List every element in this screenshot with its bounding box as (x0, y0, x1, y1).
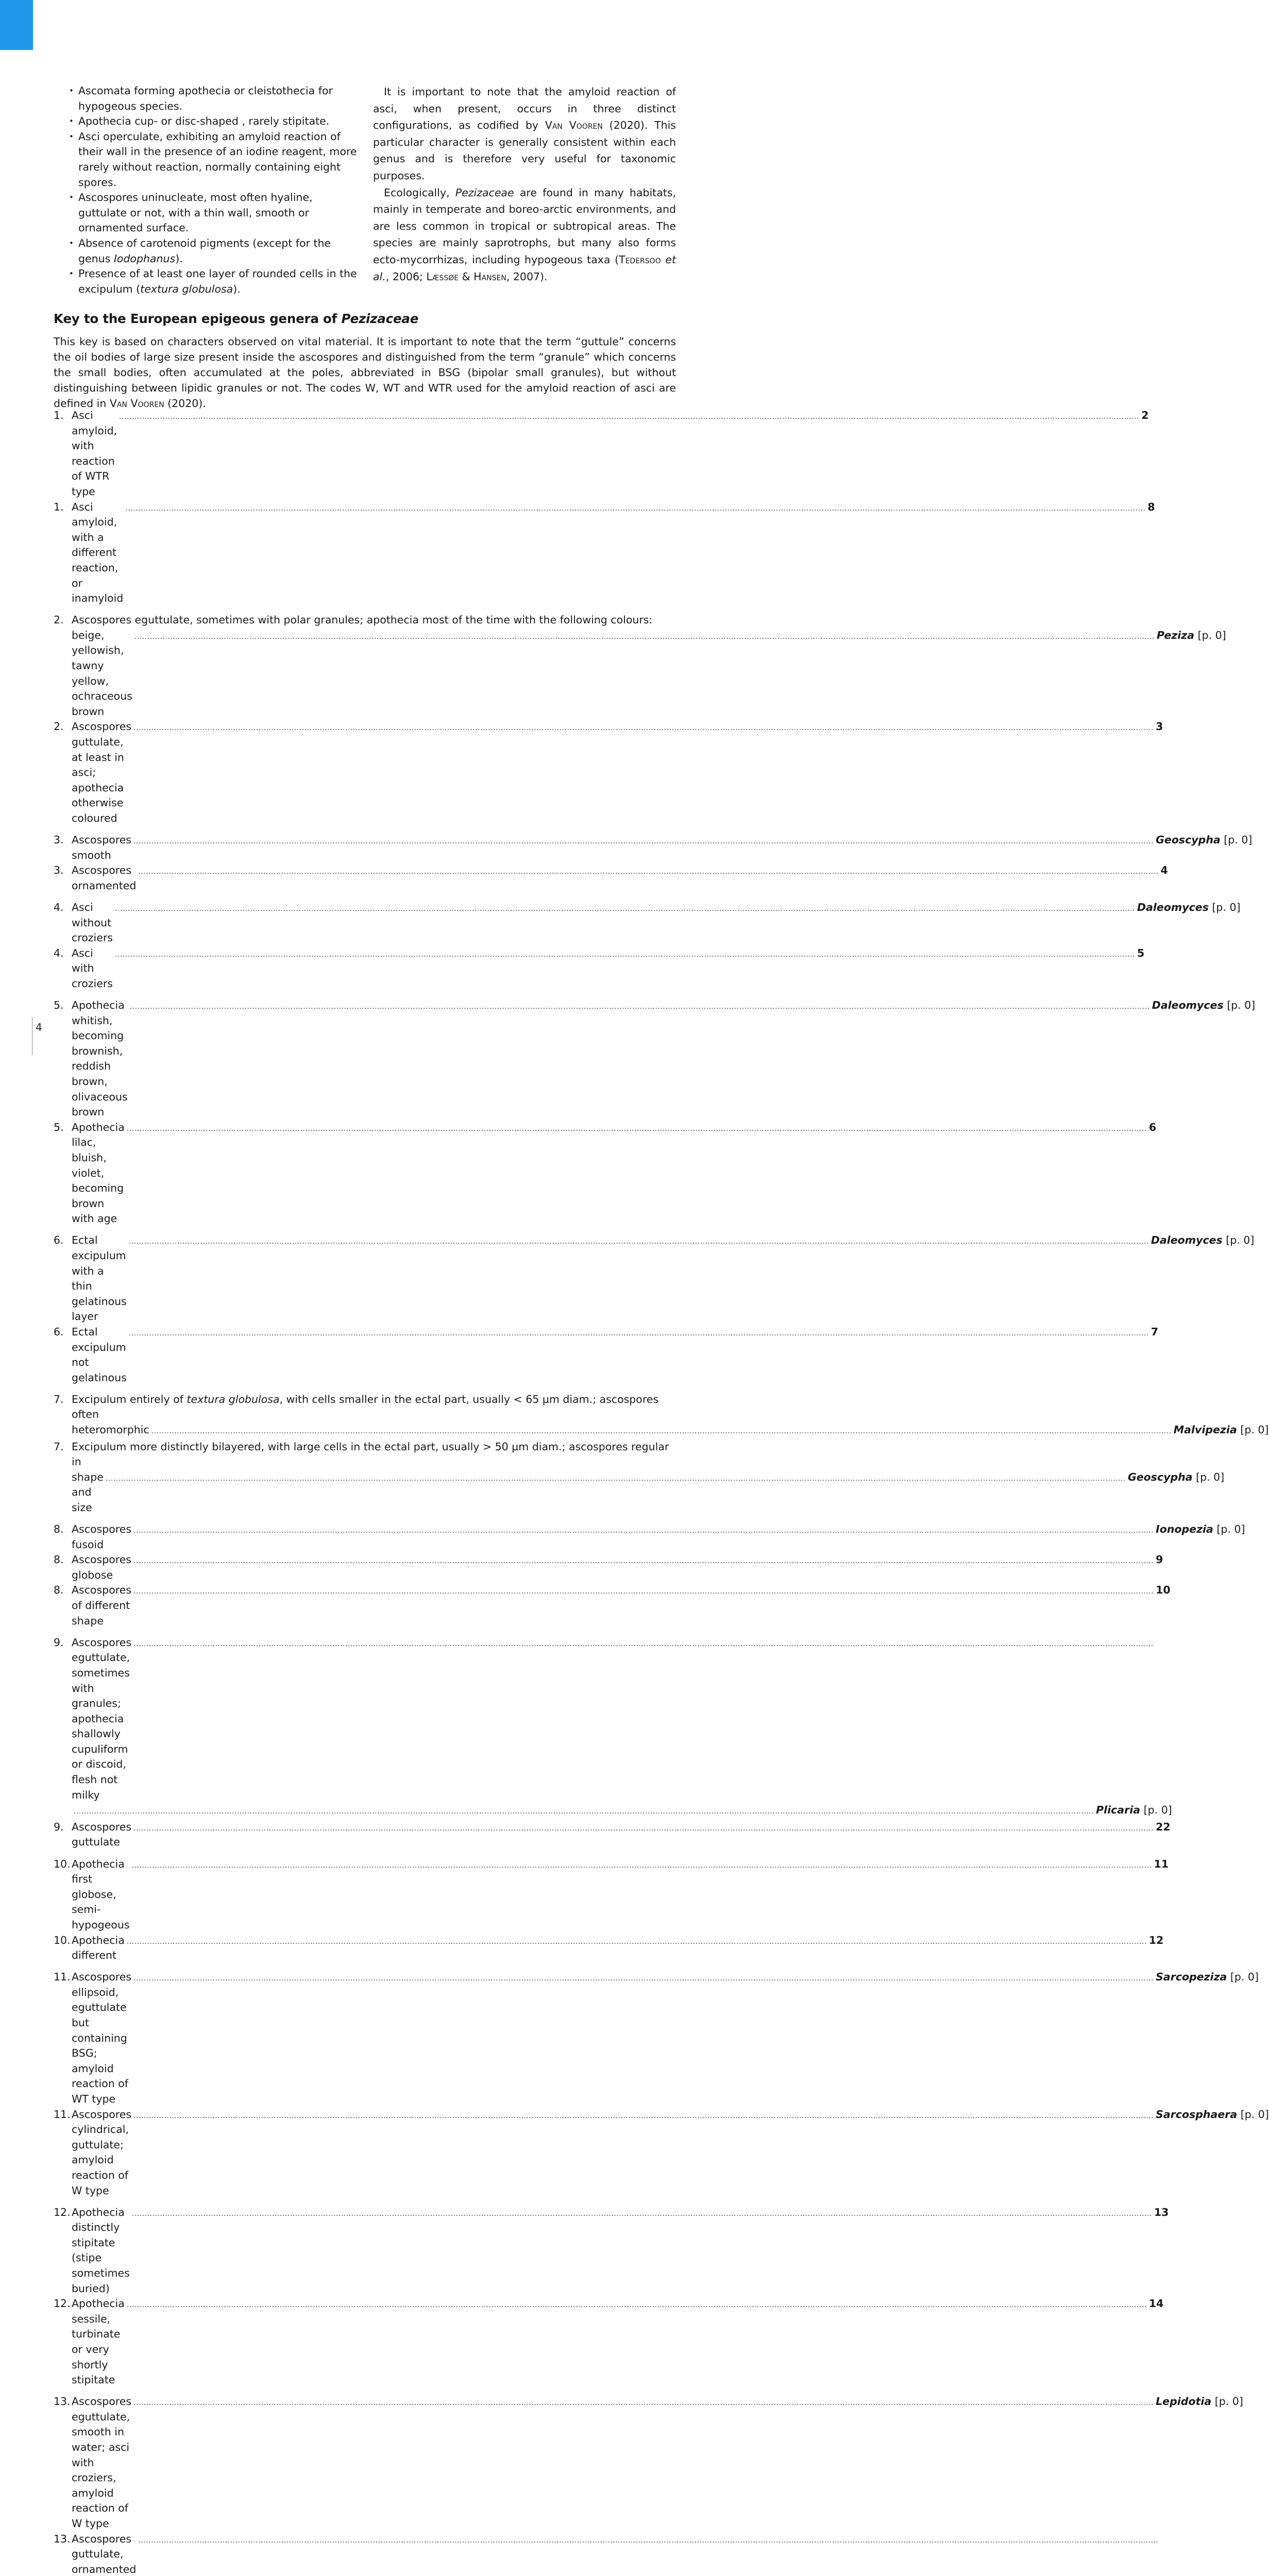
lead-body (72, 500, 1155, 606)
lead-result (1137, 900, 1240, 916)
key-lead (54, 1233, 1255, 1325)
lead-line (72, 719, 1163, 826)
list-item: • Ascomata forming apothecia or cleistothecia for hypogeous species. (69, 83, 360, 114)
key-lead (54, 900, 1241, 946)
leader-dots: ................................................................................................................................................................................................................................................................................................................................................................................................................ (128, 1238, 1149, 1246)
key-couplet (54, 2394, 1243, 2576)
leader-dots: ................................................................................................................................................................................................................................................................................................................................................................................................................ (133, 2399, 1154, 2408)
lead-line (72, 408, 1149, 500)
key-couplet (54, 2205, 1169, 2388)
lead-line (72, 1803, 1172, 1820)
lead-body (72, 2107, 1269, 2199)
lead-index: 12. (54, 2297, 71, 2310)
lead-text-wrap (72, 1933, 125, 1963)
lead-text: Apothecia different (72, 1934, 125, 1962)
lead-result (1156, 1552, 1163, 1568)
lead-text: Ascospores eguttulate, sometimes with polar granules; apothecia most of the time with the following colours: (72, 614, 653, 626)
leader-dots: ................................................................................................................................................................................................................................................................................................................................................................................................................ (126, 1124, 1147, 1133)
genus-name: Geoscypha (1156, 834, 1221, 846)
key-lead (54, 1120, 1157, 1227)
lead-result (1096, 1803, 1172, 1818)
lead-line (72, 1583, 1171, 1629)
key-couplet (54, 1392, 1269, 1516)
lead-text-wrap (72, 1857, 130, 1933)
page-reference: [p. 0] (1197, 629, 1226, 641)
key-lead (54, 719, 1163, 826)
leader-dots: ................................................................................................................................................................................................................................................................................................................................................................................................................ (126, 2301, 1147, 2310)
lead-result (1152, 998, 1255, 1013)
lead-body (72, 1635, 1172, 1820)
lead-text: , with cells smaller in the ectal part, usually < 65 µm diam.; ascospores often (72, 1393, 659, 1421)
lead-text-wrap (72, 2205, 130, 2297)
page-reference: [p. 0] (1240, 2108, 1269, 2121)
leader-dots: ................................................................................................................................................................................................................................................................................................................................................................................................................ (119, 413, 1140, 421)
lead-result (1156, 2394, 1243, 2410)
leader-dots: ................................................................................................................................................................................................................................................................................................................................................................................................................ (133, 1527, 1154, 1535)
lead-text-wrap (72, 1820, 131, 1850)
key-couplet (54, 1970, 1269, 2198)
lead-number: 9 (1156, 1553, 1163, 1566)
page-reference: [p. 0] (1240, 1423, 1269, 1436)
lead-result (1156, 1522, 1245, 1537)
key-couplet (54, 998, 1256, 1227)
key-couplet (54, 1522, 1245, 1629)
leader-dots: ................................................................................................................................................................................................................................................................................................................................................................................................................ (138, 2536, 1159, 2545)
lead-index: 2. (54, 720, 64, 733)
lead-text-wrap (72, 946, 113, 992)
lead-text: Ascospores ornamented (72, 864, 137, 892)
page-reference: [p. 0] (1196, 1470, 1225, 1483)
list-item: • Absence of carotenoid pigments (except for the genus Iodophanus). (69, 236, 360, 266)
lead-body (72, 1120, 1157, 1227)
lead-text: shape and size (72, 1470, 104, 1514)
lead-index: 11. (54, 2108, 71, 2121)
list-item: • Asci operculate, exhibiting an amyloid reaction of their wall in the presence of an iodine reagent, more rarely without reaction, normally containing eight spores. (69, 129, 360, 190)
lead-number: 11 (1154, 1857, 1169, 1870)
lead-result (1174, 1422, 1269, 1438)
lead-result (1156, 1970, 1259, 1985)
lead-result (1156, 1820, 1171, 1835)
leader-dots: ................................................................................................................................................................................................................................................................................................................................................................................................................ (131, 2209, 1152, 2218)
lead-body (72, 2296, 1164, 2388)
lead-text: Ascospores guttulate, at least in asci; apothecia otherwise coloured (72, 720, 132, 824)
lead-index: 9. (54, 1820, 64, 1833)
lead-text-wrap (72, 998, 128, 1120)
key-lead (54, 2107, 1269, 2199)
page-reference: [p. 0] (1226, 1234, 1255, 1247)
lead-result (1128, 1470, 1224, 1485)
lead-result (1149, 2296, 1164, 2312)
lead-number: 22 (1156, 1820, 1171, 1833)
lead-index: 1. (54, 409, 64, 421)
lead-index: 6. (54, 1234, 64, 1247)
page-reference: [p. 0] (1216, 1523, 1245, 1536)
lead-line (72, 1392, 676, 1422)
leader-dots: ................................................................................................................................................................................................................................................................................................................................................................................................................ (105, 1474, 1126, 1483)
leader-dots: ................................................................................................................................................................................................................................................................................................................................................................................................................ (74, 1807, 1094, 1816)
lead-text-wrap (72, 2532, 136, 2576)
lead-text: Asci with croziers (72, 946, 113, 990)
leader-dots: ................................................................................................................................................................................................................................................................................................................................................................................................................ (125, 504, 1146, 513)
lead-index: 5. (54, 1121, 64, 1133)
lead-text-wrap (72, 1325, 127, 1385)
lead-text: heteromorphic (72, 1423, 149, 1436)
lead-line (72, 946, 1145, 992)
lead-text-wrap (72, 628, 132, 720)
key-lead (54, 2205, 1169, 2297)
lead-body (72, 408, 1149, 500)
lead-body (72, 863, 1168, 893)
lead-body (72, 2532, 1159, 2576)
lead-line (72, 900, 1241, 946)
lead-index: 8. (54, 1584, 64, 1597)
lead-body (72, 1933, 1164, 1963)
genus-name: Geoscypha (1127, 1470, 1193, 1483)
key-couplet (54, 833, 1253, 893)
page-reference: [p. 0] (1212, 901, 1241, 913)
key-intro-paragraph: This key is based on characters observed on vital material. It is important to note that the term “guttule” concerns the oil bodies of large size present inside the ascospores and distinguished from the term “granule” which concerns the small bodies, often accumulated at the poles, abbreviated in BSG (bipolar small granules), but without distinguishing between lipidic granules or not. The codes W, WT and WTR used for the amyloid reaction of asci are defined in Van Vooren (2020). (54, 335, 676, 410)
lead-line (72, 2296, 1164, 2388)
list-item: • Apothecia cup- or disc-shaped , rarely stipitate. (69, 114, 360, 129)
lead-text-wrap (72, 408, 117, 500)
genus-name: Malvipezia (1173, 1423, 1237, 1436)
leader-dots: ................................................................................................................................................................................................................................................................................................................................................................................................................ (129, 1002, 1150, 1011)
lead-result (1149, 1120, 1156, 1136)
key-lead (54, 863, 1168, 893)
lead-line (72, 1552, 1163, 1583)
genus-name: Plicaria (1096, 1804, 1141, 1817)
leader-dots: ................................................................................................................................................................................................................................................................................................................................................................................................................ (114, 904, 1136, 913)
lead-number: 2 (1141, 409, 1149, 421)
page-reference: [p. 0] (1230, 1971, 1259, 1984)
lead-body (72, 1439, 1225, 1516)
lead-text: Excipulum more distinctly bilayered, with large cells in the ectal part, usually > 50 µm diam.; ascospores regular in (72, 1440, 669, 1468)
page-reference: [p. 0] (1224, 834, 1253, 846)
lead-result (1160, 863, 1168, 878)
lead-text: Ascospores guttulate, ornamented (72, 2532, 137, 2575)
lead-line (72, 2394, 1243, 2531)
lead-body (72, 1325, 1159, 1385)
leader-dots: ................................................................................................................................................................................................................................................................................................................................................................................................................ (133, 2111, 1154, 2120)
lead-line (72, 863, 1168, 893)
lead-result (1156, 719, 1163, 735)
lead-text: Apothecia whitish, becoming brownish, reddish brown, olivaceous brown (72, 998, 128, 1118)
key-lead (54, 1439, 1225, 1516)
lead-number: 6 (1148, 1121, 1157, 1133)
lead-line (72, 1325, 1159, 1385)
key-couplet (54, 900, 1241, 992)
key-lead (54, 408, 1149, 500)
lead-text: Ascospores ellipsoid, eguttulate but containing BSG; amyloid reaction of WT type (72, 1971, 132, 2105)
lead-line (72, 1820, 1171, 1850)
leader-dots: ................................................................................................................................................................................................................................................................................................................................................................................................................ (151, 1427, 1172, 1435)
lead-result (1151, 1325, 1158, 1340)
lead-text-wrap (72, 1552, 131, 1583)
lead-text: Excipulum entirely of (72, 1393, 187, 1405)
key-lead (54, 613, 1226, 719)
lead-text: Apothecia sessile, turbinate or very shortly stipitate (72, 2297, 125, 2386)
leader-dots: ................................................................................................................................................................................................................................................................................................................................................................................................................ (126, 1937, 1147, 1946)
lead-body (72, 1583, 1171, 1629)
lead-index: 4. (54, 901, 64, 913)
lead-result (1151, 1233, 1254, 1248)
lead-text: Apothecia lilac, bluish, violet, becoming brown with age (72, 1121, 125, 1225)
lead-text-wrap (72, 900, 113, 946)
lead-text-wrap (72, 2296, 125, 2388)
lead-text: Ectal excipulum with a thin gelatinous layer (72, 1234, 127, 1323)
leader-dots: ................................................................................................................................................................................................................................................................................................................................................................................................................ (133, 1639, 1154, 1648)
key-lead (54, 1970, 1259, 2107)
lead-result (1156, 2107, 1269, 2123)
corner-color-tab (0, 0, 33, 50)
leader-dots: ................................................................................................................................................................................................................................................................................................................................................................................................................ (138, 868, 1159, 876)
key-lead (54, 500, 1155, 606)
key-lead (54, 1857, 1169, 1933)
key-lead (54, 2296, 1164, 2388)
lead-index: 6. (54, 1325, 64, 1338)
list-item: • Presence of at least one layer of rounded cells in the excipulum (textura globulosa). (69, 266, 360, 297)
lead-text-wrap (72, 863, 136, 893)
lead-number: 5 (1137, 946, 1145, 959)
list-item: • Ascospores uninucleate, most often hyaline, guttulate or not, with a thin wall, smooth or ornamented surface. (69, 190, 360, 236)
page-reference: [p. 0] (1227, 998, 1256, 1011)
lead-index: 10. (54, 1934, 71, 1946)
lead-body (72, 833, 1253, 863)
lead-index: 3. (54, 864, 64, 877)
key-couplet (54, 408, 1155, 606)
lead-text-wrap (72, 2394, 131, 2531)
leader-dots: ................................................................................................................................................................................................................................................................................................................................................................................................................ (133, 724, 1154, 733)
lead-index: 11. (54, 1971, 71, 1984)
lead-body (72, 1392, 1269, 1439)
lead-result (1154, 2205, 1169, 2221)
key-lead (54, 1583, 1171, 1629)
lead-index: 3. (54, 834, 64, 846)
lead-body (72, 613, 1226, 719)
key-lead (54, 1552, 1163, 1583)
lead-text-italic: textura globulosa (187, 1393, 280, 1405)
key-couplet (54, 1233, 1255, 1385)
lead-text: Apothecia distinctly stipitate (stipe sometimes buried) (72, 2206, 130, 2295)
key-lead (54, 1325, 1159, 1385)
lead-text: Ascospores eguttulate, sometimes with granules; apothecia shallowly cupuliform or discoid, flesh not milky (72, 1636, 132, 1801)
lead-text-wrap (72, 1392, 676, 1422)
leader-dots: ................................................................................................................................................................................................................................................................................................................................................................................................................ (133, 1557, 1154, 1566)
lead-body (72, 719, 1163, 826)
lead-index: 12. (54, 2206, 71, 2218)
lead-text: Ascospores eguttulate, smooth in water; asci with croziers, amyloid reaction of W type (72, 2395, 132, 2530)
genus-name: Sarcosphaera (1156, 2108, 1238, 2121)
lead-result (1147, 500, 1155, 515)
lead-text: Ascospores guttulate (72, 1820, 132, 1849)
lead-text: Asci amyloid, with a different reaction, or inamyloid (72, 500, 124, 605)
page-reference: [p. 0] (1214, 2395, 1243, 2408)
key-lead (54, 1522, 1245, 1552)
lead-line (72, 1522, 1245, 1552)
lead-index: 13. (54, 2532, 71, 2545)
characters-list (69, 83, 360, 297)
lead-line (72, 1970, 1259, 2107)
lead-text: Ascospores of different shape (72, 1584, 132, 1627)
lead-text-wrap (72, 2107, 131, 2199)
lead-line (72, 998, 1256, 1120)
lead-number: 10 (1156, 1584, 1171, 1597)
lead-body (72, 900, 1241, 946)
lead-text-wrap (72, 1970, 131, 2107)
key-lead (54, 1933, 1164, 1963)
lead-text-wrap (72, 1422, 149, 1438)
lead-line (72, 2532, 1159, 2576)
lead-line (72, 1233, 1255, 1325)
lead-body (72, 946, 1145, 992)
lead-result (1156, 1583, 1171, 1598)
lead-result (1137, 946, 1144, 961)
key-lead (54, 998, 1256, 1120)
dichotomous-key (54, 408, 1269, 2576)
lead-text: beige, yellowish, tawny yellow, ochraceous brown (72, 629, 132, 718)
key-lead (54, 1635, 1172, 1820)
lead-index: 13. (54, 2395, 71, 2408)
leader-dots: ................................................................................................................................................................................................................................................................................................................................................................................................................ (133, 837, 1154, 846)
leader-dots: ................................................................................................................................................................................................................................................................................................................................................................................................................ (128, 1329, 1149, 1337)
leader-dots: ................................................................................................................................................................................................................................................................................................................................................................................................................ (133, 1824, 1154, 1833)
lead-text: Asci without croziers (72, 901, 113, 944)
lead-body (72, 1857, 1169, 1933)
lead-number: 8 (1147, 500, 1155, 513)
lead-index: 7. (54, 1440, 64, 1453)
key-lead (54, 1820, 1171, 1850)
leader-dots: ................................................................................................................................................................................................................................................................................................................................................................................................................ (134, 632, 1155, 641)
lead-result (1157, 628, 1226, 643)
lead-index: 2. (54, 614, 64, 626)
lead-result (1154, 1857, 1169, 1872)
lead-index: 10. (54, 1857, 71, 1870)
lead-body (72, 2394, 1243, 2531)
genus-name: Daleomyces (1137, 901, 1209, 913)
lead-text: Ectal excipulum not gelatinous (72, 1325, 127, 1384)
lead-body (72, 1552, 1163, 1583)
lead-body (72, 1970, 1259, 2107)
lead-line (72, 833, 1253, 863)
lead-number: 4 (1160, 864, 1168, 877)
lead-text-wrap (72, 1439, 676, 1470)
lead-line (72, 1439, 676, 1470)
lead-result (1141, 408, 1148, 423)
lead-body (72, 998, 1256, 1120)
key-heading: Key to the European epigeous genera of Pezizaceae (54, 311, 419, 326)
leader-dots: ................................................................................................................................................................................................................................................................................................................................................................................................................ (131, 1861, 1152, 1870)
lead-number: 12 (1148, 1934, 1164, 1946)
lead-text-wrap (72, 500, 123, 606)
lead-text-wrap (72, 1470, 104, 1516)
lead-number: 7 (1150, 1325, 1159, 1338)
lead-index: 5. (54, 998, 64, 1011)
key-couplet (54, 613, 1226, 826)
lead-number: 13 (1154, 2206, 1169, 2218)
lead-body (72, 1820, 1171, 1850)
genus-name: Lepidotia (1156, 2395, 1212, 2408)
lead-index: 4. (54, 946, 64, 959)
page-reference: [p. 0] (1143, 1804, 1172, 1817)
lead-index: 9. (54, 1636, 64, 1649)
lead-line (72, 613, 676, 628)
lead-line (72, 1933, 1164, 1963)
lead-text: Asci amyloid, with reaction of WTR type (72, 409, 117, 498)
lead-result (1156, 833, 1252, 848)
lead-line (72, 2205, 1169, 2297)
page-number: 4 (36, 1021, 42, 1033)
lead-number: 3 (1156, 720, 1163, 733)
paragraph-ecology: Ecologically, Pezizaceae are found in many habitats, mainly in temperate and boreo-arctic environments, and are less common in tropical or subtropical areas. The species are mainly saprotrophs, but many also forms ecto-mycorrhizas, including hypogeous taxa (Tedersoo et al., 2006; Læssøe & Hansen, 2007). (373, 186, 676, 283)
genus-name: Ionopezia (1156, 1523, 1213, 1536)
lead-index: 8. (54, 1553, 64, 1566)
lead-line (72, 1857, 1169, 1933)
lead-line (72, 1120, 1157, 1227)
lead-number: 14 (1148, 2297, 1164, 2310)
leader-dots: ................................................................................................................................................................................................................................................................................................................................................................................................................ (133, 1974, 1154, 1983)
lead-line (72, 1470, 1225, 1516)
paragraph-amyloid: It is important to note that the amyloid reaction of asci, when present, occurs in three distinct configurations, as codified by Van Vooren (2020). This particular character is generally consistent within each genus and is therefore very useful for taxonomic purposes. (373, 86, 676, 182)
lead-text-wrap (72, 613, 652, 628)
key-couplet (54, 1857, 1169, 1963)
lead-text: Ascospores globose (72, 1553, 132, 1581)
leader-dots: ................................................................................................................................................................................................................................................................................................................................................................................................................ (114, 950, 1136, 959)
lead-text-wrap (72, 1583, 131, 1629)
key-lead (54, 1392, 1269, 1439)
characters-column (69, 83, 360, 297)
lead-index: 1. (54, 500, 64, 513)
key-lead (54, 946, 1145, 992)
lead-line (72, 1422, 1269, 1439)
lead-text: Ascospores fusoid (72, 1523, 132, 1551)
lead-text-wrap (72, 1120, 125, 1227)
lead-body (72, 2205, 1169, 2297)
lead-text-wrap (72, 719, 131, 826)
lead-line (72, 628, 1226, 720)
notes-column (373, 83, 676, 285)
genus-name: Daleomyces (1150, 1234, 1223, 1247)
genus-name: Daleomyces (1152, 998, 1224, 1011)
genus-name: Peziza (1156, 629, 1195, 641)
lead-text-wrap (72, 1635, 131, 1803)
lead-line (72, 500, 1155, 606)
lead-text-wrap (72, 1233, 127, 1325)
key-couplet (54, 1635, 1172, 1850)
lead-line (72, 1635, 1154, 1803)
lead-index: 7. (54, 1393, 64, 1405)
lead-text-wrap (72, 833, 131, 863)
lead-text: Ascospores cylindrical, guttulate; amyloid reaction of W type (72, 2108, 132, 2197)
lead-text-wrap (72, 1522, 131, 1552)
key-lead (54, 833, 1253, 863)
lead-line (72, 2107, 1269, 2199)
lead-index: 8. (54, 1523, 64, 1536)
lead-result (1149, 1933, 1164, 1948)
genus-name: Sarcopeziza (1156, 1971, 1227, 1984)
key-lead (54, 2532, 1159, 2576)
lead-text: Ascospores smooth (72, 834, 132, 861)
lead-body (72, 1522, 1245, 1552)
lead-text: Apothecia first globose, semi-hypogeous (72, 1857, 130, 1931)
key-lead (54, 2394, 1243, 2531)
lead-body (72, 1233, 1255, 1325)
leader-dots: ................................................................................................................................................................................................................................................................................................................................................................................................................ (133, 1587, 1154, 1596)
